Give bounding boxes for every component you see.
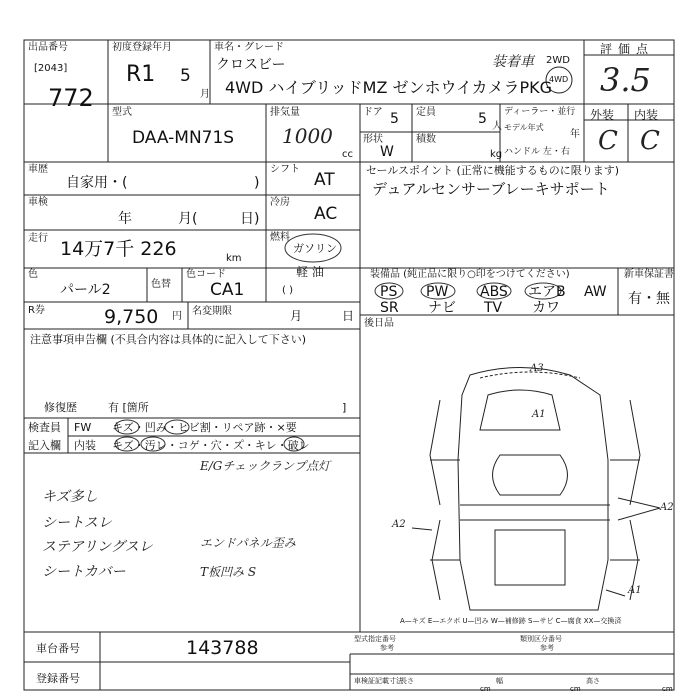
check-label-2: 記入欄 (28, 439, 61, 452)
history-value: 自家用・( (66, 175, 128, 191)
footer-class-no: 類別区分番号 (520, 635, 562, 643)
repair-value: 有 [箇所 (108, 401, 149, 414)
reg-label: 初度登録年月 (112, 42, 172, 53)
disp-label: 排気量 (270, 107, 300, 118)
reg-month: 5 (180, 66, 191, 86)
inspector-note-1: キズ多し (42, 489, 98, 505)
capacity-unit: 人 (492, 121, 502, 132)
mark-a2-right: A2 (660, 502, 674, 513)
recycle-value: 9,750 (104, 306, 159, 328)
score-int-label: 内装 (634, 108, 659, 122)
shift-value: AT (314, 170, 335, 190)
fuel-gas: ガソリン (293, 242, 337, 255)
score-label: 評価点 (600, 42, 655, 56)
ac-value: AC (314, 204, 338, 224)
color-code: CA1 (210, 280, 245, 300)
fuel-label: 燃料 (270, 232, 290, 243)
load-unit: kg (490, 149, 503, 160)
lot-label: 出品番号 (28, 42, 68, 53)
model-grade: 4WD ハイブリッドMZ ゼンホウイカメラPKG (225, 78, 553, 97)
notes-label: 注意事項申告欄 (不具合内容は具体的に記入して下さい) (30, 333, 307, 346)
footer-dims: 車検証記載寸法 (354, 677, 403, 685)
footer-length: 長さ (400, 677, 414, 685)
shift-label: シフト (270, 164, 300, 175)
shape-label: 形状 (363, 134, 383, 145)
mark-a2-left: A2 (392, 519, 406, 530)
footer-ref-1: 参考 (380, 644, 394, 652)
footer-width: 幅 (496, 677, 503, 685)
mark-a1-top: A1 (532, 409, 546, 420)
shape-value: W (380, 144, 394, 160)
drive-label: 2WD (546, 55, 570, 66)
equip-pw: PW (426, 284, 449, 300)
type-value: DAA-MN71S (132, 128, 235, 148)
equip-navi: ナビ (428, 300, 456, 316)
score-value: 3.5 (600, 61, 651, 99)
dealer-label: ディーラー・並行 (504, 107, 576, 117)
fuel-paren: ( ) (282, 285, 293, 296)
color-code-label: 色コード (186, 269, 226, 280)
reg-month-unit: 月 (200, 89, 210, 100)
check-int-label: 内装 (74, 439, 96, 452)
load-label: 積数 (416, 134, 436, 145)
reg-era: R1 (126, 62, 156, 87)
model-name: クロスビー (216, 57, 286, 73)
color-value: パール2 (60, 282, 111, 298)
score-ext-label: 外装 (590, 108, 615, 122)
inspector-note-7: T板凹み S (200, 565, 257, 579)
mileage-label: 走行 (28, 233, 48, 244)
ac-label: 冷房 (270, 197, 290, 208)
footer-cm-2: cm (570, 685, 581, 693)
model-hw-note: 装着車 (492, 54, 534, 70)
disp-value: 1000 (282, 124, 333, 148)
inspector-note-4: シートカバー (42, 564, 126, 580)
dealer-model-year: モデル年式 (504, 123, 544, 132)
doors-value: 5 (390, 111, 399, 127)
footer-cm-1: cm (480, 685, 491, 693)
mark-a1-bottom: A1 (628, 585, 642, 596)
footer-cm-3: cm (662, 685, 673, 693)
inspector-note-3: ステアリングスレ (42, 539, 153, 555)
inspector-note-5: E/Gチェックランプ点灯 (200, 459, 331, 473)
equip-aw: AW (584, 284, 607, 300)
car-damage-diagram (412, 368, 660, 611)
score-ext: C (598, 126, 618, 156)
warranty-value: 有・無 (628, 291, 670, 307)
dealer-handle: ハンドル 左・右 (504, 147, 570, 157)
footer-ref-2: 参考 (540, 644, 554, 652)
disp-unit: cc (342, 149, 353, 160)
check-label-1: 検査員 (28, 421, 61, 434)
sales-label: セールスポイント (正常に機能するものに限ります) (366, 164, 620, 177)
drive-badge: 4WD (549, 75, 569, 84)
registration-label: 登録番号 (36, 672, 80, 685)
equip-sr: SR (380, 300, 399, 316)
equip-leather: カワ (532, 300, 560, 316)
repair-close: ] (342, 401, 347, 414)
fuel-diesel: 軽 油 (296, 265, 324, 279)
inspection-month: 月( (178, 211, 198, 227)
equip-ps: PS (380, 284, 398, 300)
mileage-value: 14万7千 226 (60, 238, 177, 260)
inspection-year: 年 (118, 211, 132, 227)
sales-value: デュアルセンサーブレーキサポート (372, 180, 610, 198)
type-label: 型式 (112, 107, 132, 118)
check-ext-items: キズ・凹み・ヒビ割・リペア跡・×要 (112, 421, 297, 434)
chassis-value: 143788 (186, 637, 259, 659)
repair-label: 修復歴 (44, 401, 77, 414)
score-int: C (640, 126, 660, 156)
history-label: 車歴 (28, 164, 48, 175)
check-int-items: キズ・汚レ・コゲ・穴・ス゚・キレ・破レ (112, 439, 310, 452)
inspection-label: 車検 (28, 197, 48, 208)
equip-abs: ABS (480, 284, 508, 300)
namechange-day: 日 (342, 309, 355, 323)
recycle-label: R券 (28, 305, 45, 316)
mark-a3: A3 (530, 363, 544, 374)
inspector-note-6: エンドパネル歪み (200, 536, 296, 550)
doors-label: ドア (363, 107, 383, 118)
lot-sub: [2043] (34, 63, 68, 74)
capacity-value: 5 (478, 111, 487, 127)
namechange-label: 名変期限 (192, 306, 232, 317)
chassis-label: 車台番号 (36, 642, 80, 655)
inspection-day: 日) (240, 211, 260, 227)
equip-airbag: エアB (528, 284, 566, 300)
warranty-label: 新車保証書 (624, 269, 674, 280)
history-close: ) (254, 175, 260, 191)
damage-legend: A—キズ E—エクボ U—凹み W—補修跡 S—サビ C—腐食 XX—交換済 (400, 617, 622, 625)
color-label: 色 (28, 269, 38, 280)
recycle-unit: 円 (172, 311, 182, 322)
namechange-month: 月 (290, 309, 303, 323)
footer-height: 高さ (586, 677, 600, 685)
check-fw: FW (74, 421, 92, 434)
lot-number: 772 (48, 84, 94, 112)
mileage-unit: km (226, 253, 242, 264)
footer-type-no: 型式指定番号 (354, 635, 396, 643)
rear-seat-label: 後日品 (364, 318, 394, 329)
dealer-year-unit: 年 (570, 129, 580, 140)
model-label: 車名・グレード (214, 42, 284, 53)
equipment-label: 装備品 (純正品に限り○印をつけてください) (370, 269, 570, 280)
capacity-label: 定員 (416, 107, 436, 118)
inspector-note-2: シートスレ (42, 515, 112, 531)
equip-tv: TV (484, 300, 503, 316)
color-tone-label: 色替 (151, 279, 171, 290)
